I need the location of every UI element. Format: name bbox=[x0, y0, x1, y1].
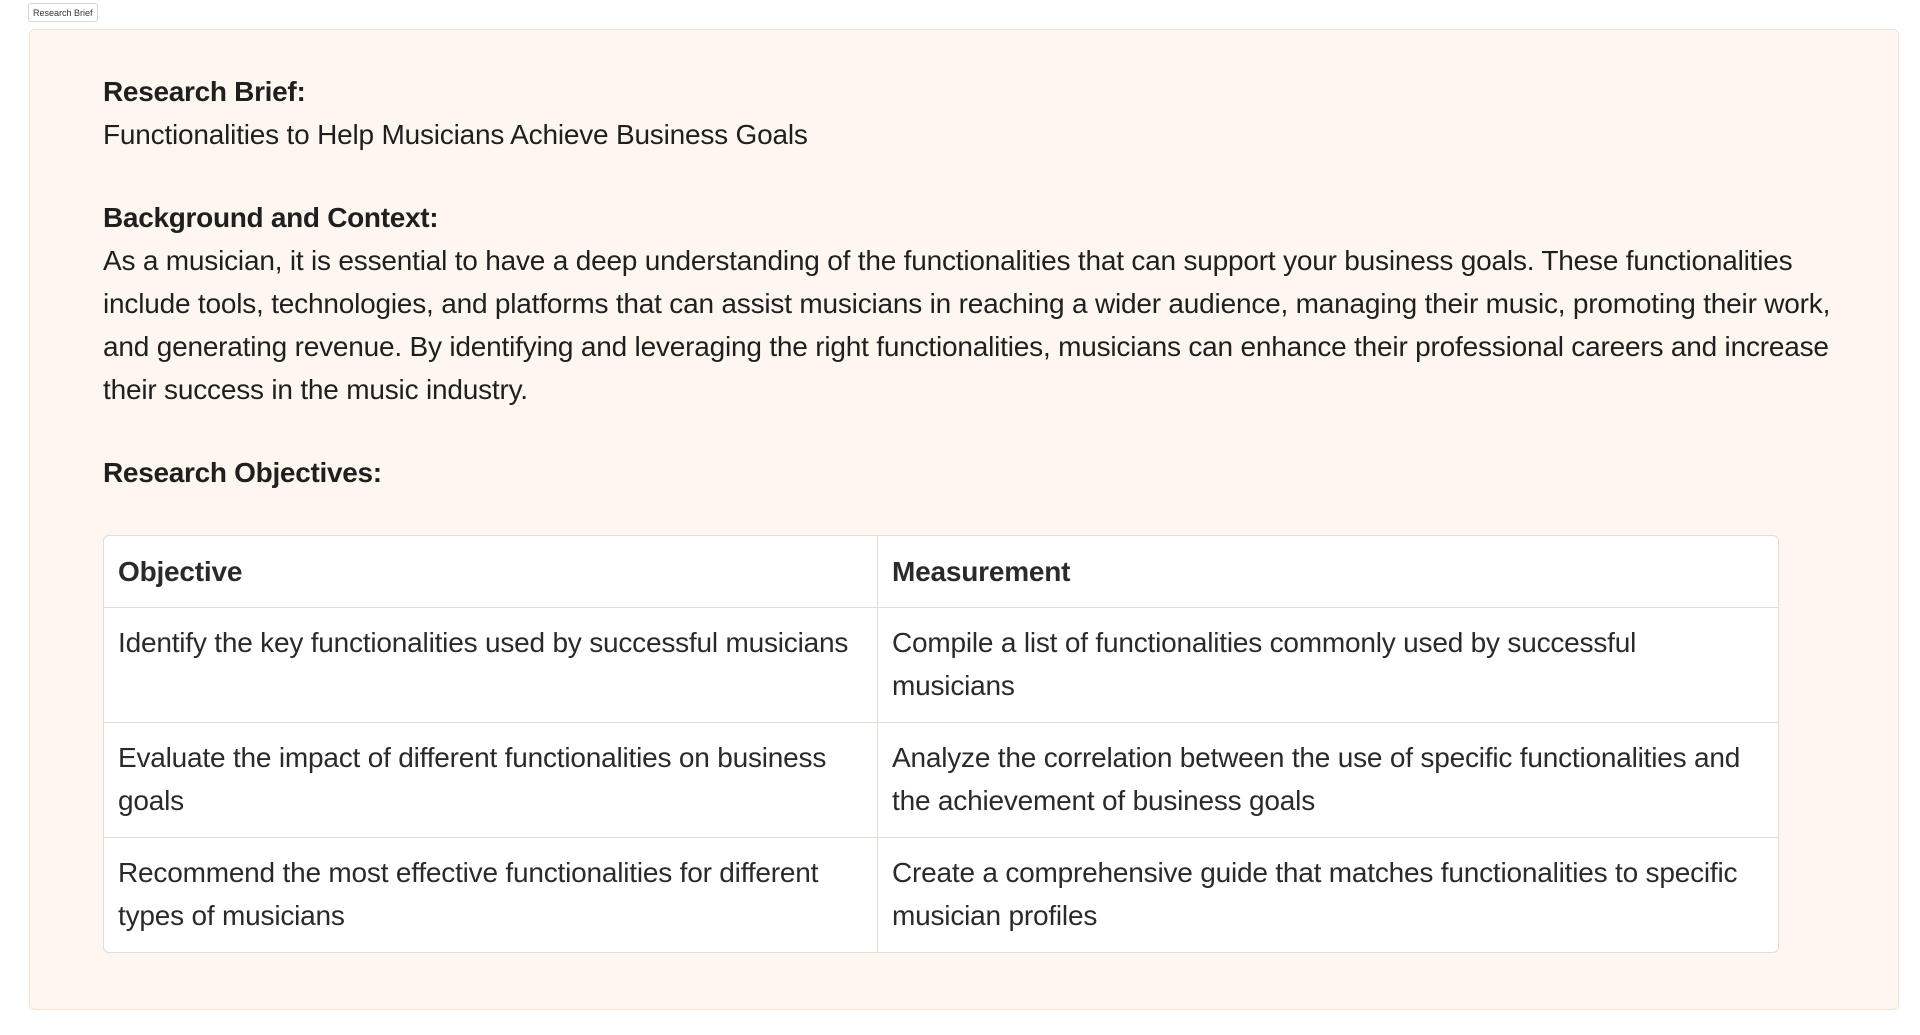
objective-cell: Recommend the most effective functionalities for different types of musicians bbox=[104, 838, 878, 952]
background-text: As a musician, it is essential to have a deep understanding of the functionalities that can support your business goals. These functionalities include tools, technologies, and platforms that can assist musicians in reaching a wider audience, managing their music, promoting their work, and generating revenue. By identifying and leveraging the right functionalities, musicians can enhance their professional careers and increase their success in the music industry. bbox=[103, 245, 1831, 405]
document-card bbox=[29, 29, 1899, 1010]
table-header-row bbox=[104, 536, 1778, 608]
column-header-objective: Objective bbox=[104, 536, 878, 608]
document-content bbox=[103, 70, 1843, 494]
title-text: Functionalities to Help Musicians Achieve Business Goals bbox=[103, 119, 808, 150]
measurement-cell: Compile a list of functionalities commonly used by successful musicians bbox=[878, 608, 1778, 723]
objective-cell: Evaluate the impact of different functionalities on business goals bbox=[104, 723, 878, 838]
objectives-heading: Research Objectives: bbox=[103, 457, 382, 488]
background-heading: Background and Context: bbox=[103, 202, 439, 233]
table-row bbox=[104, 608, 1778, 723]
objective-cell: Identify the key functionalities used by successful musicians bbox=[104, 608, 878, 723]
document-tab-label[interactable]: Research Brief bbox=[28, 3, 98, 22]
measurement-cell: Create a comprehensive guide that matches functionalities to specific musician profiles bbox=[892, 857, 1738, 931]
column-header-measurement: Measurement bbox=[878, 536, 1778, 608]
title-heading: Research Brief: bbox=[103, 76, 306, 107]
objectives-table bbox=[103, 535, 1779, 953]
table-row bbox=[104, 723, 1778, 838]
table-row bbox=[104, 838, 1778, 952]
measurement-cell: Analyze the correlation between the use of specific functionalities and the achievement of business goals bbox=[878, 723, 1778, 838]
